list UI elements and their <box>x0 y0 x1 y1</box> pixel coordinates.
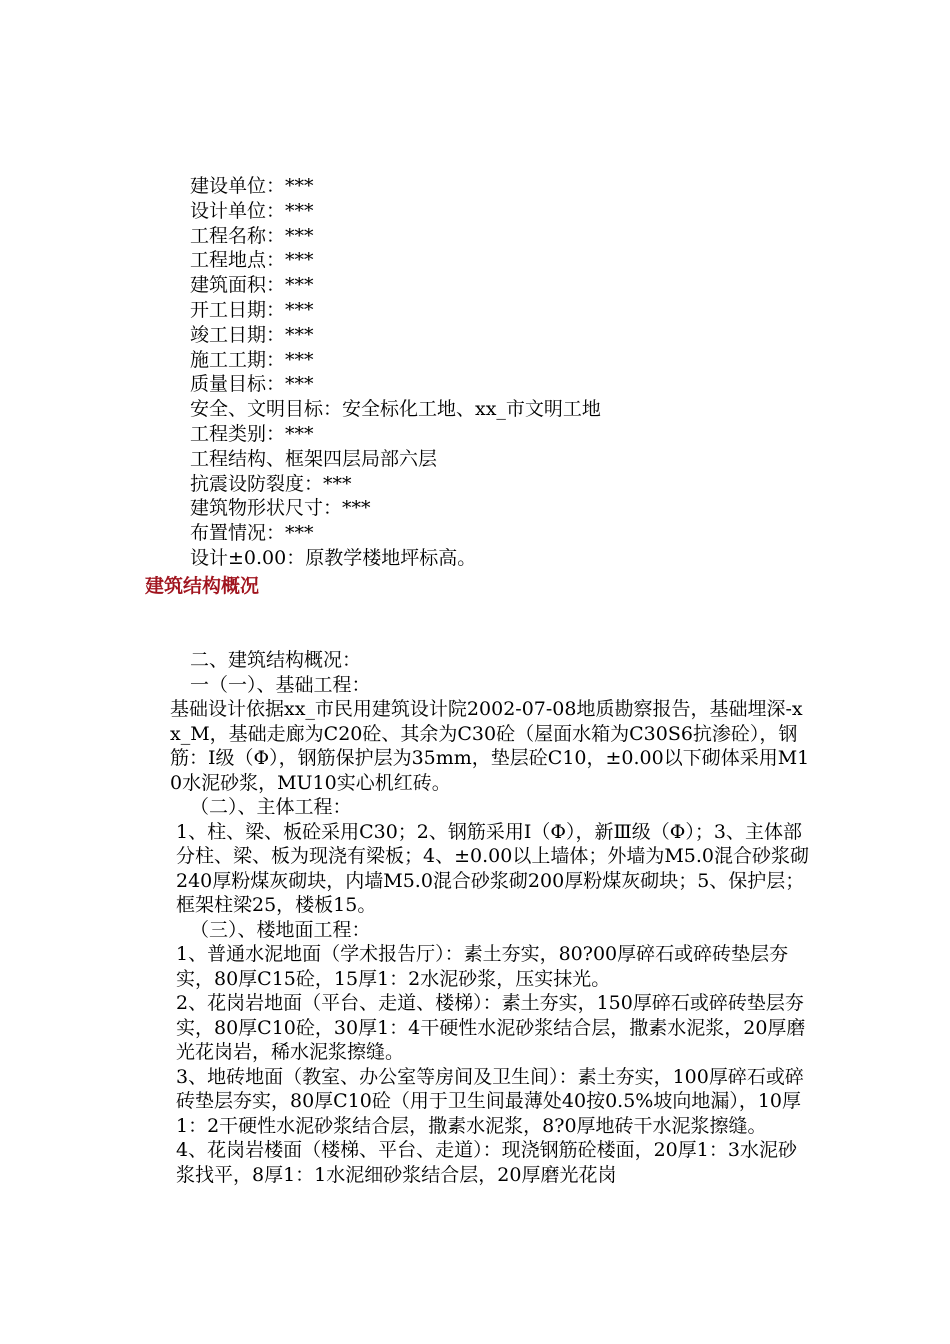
info-layout: 布置情况：*** <box>190 522 314 545</box>
info-seismic-intensity: 抗震设防裂度：*** <box>190 472 352 495</box>
info-project-name: 工程名称：*** <box>190 224 314 247</box>
paragraph-main-structure: 1、柱、梁、板砼采用C30；2、钢筋采用I（Φ），新Ⅲ级（Φ）；3、主体部分柱、梁、板为现浇有梁板；4、±0.00以上墙体；外墙为M5.0混合砂浆砌240厚粉煤灰砌块，内墙M5.0混合砂浆砌200厚粉煤灰砌块；5、保护层；框架柱梁25，楼板15。 <box>176 820 809 916</box>
info-building-area: 建筑面积：*** <box>190 274 314 297</box>
info-design-elevation: 设计±0.00：原教学楼地坪标高。 <box>190 546 477 569</box>
info-building-dimensions: 建筑物形状尺寸：*** <box>190 497 371 520</box>
section-heading: 建筑结构概况 <box>145 575 260 597</box>
paragraph-main-structure-title: （二）、主体工程： <box>190 796 352 818</box>
info-construction-unit: 建设单位：*** <box>190 175 314 197</box>
structure-overview-body <box>170 648 810 1187</box>
info-design-unit: 设计单位：*** <box>190 199 314 222</box>
paragraph-floor-2: 2、花岗岩地面（平台、走道、楼梯）：素土夯实，150厚碎石或碎砖垫层夯实，80厚C10砼，30厚1：4干硬性水泥砂浆结合层，撒素水泥浆，20厚磨光花岗岩，稀水泥浆擦缝。 <box>176 992 806 1063</box>
info-start-date: 开工日期：*** <box>190 298 314 321</box>
paragraph-floor-title: （三）、楼地面工程： <box>190 918 371 941</box>
info-completion-date: 竣工日期：*** <box>190 323 314 346</box>
paragraph-floor-4: 4、花岗岩楼面（楼梯、平台、走道）：现浇钢筋砼楼面，20厚1：3水泥砂浆找平，8厚1：1水泥细砂浆结合层，20厚磨光花岗 <box>176 1139 797 1186</box>
info-project-category: 工程类别：*** <box>190 422 314 445</box>
info-safety-target: 安全、文明目标：安全标化工地、xx_市文明工地 <box>190 398 601 421</box>
paragraph-foundation: 基础设计依据xx_市民用建筑设计院2002-07-08地质勘察报告，基础埋深-xx_M，基础走廊为C20砼、其余为C30砼（屋面水箱为C30S6抗渗砼），钢筋：I级（Φ），钢筋保护层为35mm，垫层砼C10，±0.00以下砌体采用M10水泥砂浆，MU10实心机红砖。 <box>170 698 810 794</box>
paragraph-section-title: 二、建筑结构概况： <box>190 649 362 671</box>
project-info-list <box>190 174 601 571</box>
info-project-structure: 工程结构、框架四层局部六层 <box>190 447 438 470</box>
paragraph-floor-3: 3、地砖地面（教室、办公室等房间及卫生间）：素土夯实，100厚碎石或碎砖垫层夯实，80厚C10砼（用于卫生间最薄处40按0.5%坡向地漏），10厚1：2干硬性水泥砂浆结合层，撒素水泥浆，8?0厚地砖干水泥浆擦缝。 <box>176 1065 804 1137</box>
info-project-location: 工程地点：*** <box>190 249 314 272</box>
info-construction-period: 施工工期：*** <box>190 348 314 371</box>
info-quality-target: 质量目标：*** <box>190 373 314 396</box>
paragraph-foundation-title: 一（一）、基础工程： <box>190 673 371 696</box>
paragraph-floor-1: 1、普通水泥地面（学术报告厅）：素土夯实，80?00厚碎石或碎砖垫层夯实，80厚C15砼，15厚1：2水泥砂浆，压实抹光。 <box>176 943 789 990</box>
